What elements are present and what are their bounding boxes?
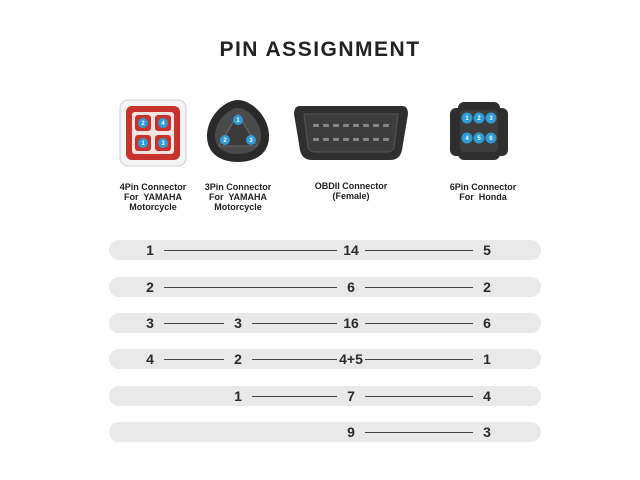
obd-pin-slot <box>373 138 379 141</box>
obd-pin-slot <box>343 138 349 141</box>
3pin-pin-label: 1 <box>236 118 240 124</box>
pin-connection-line <box>164 250 337 251</box>
pin-number-c6: 2 <box>483 279 491 295</box>
obd-pin-slot <box>343 124 349 127</box>
page-title: PIN ASSIGNMENT <box>219 38 421 61</box>
pin-row <box>109 240 541 260</box>
pin-connection-line <box>252 396 337 397</box>
6pin-pin-label: 3 <box>489 116 493 123</box>
pin-row <box>109 277 541 297</box>
pin-number-c3: 2 <box>234 351 242 367</box>
pin-number-obd: 9 <box>347 424 355 440</box>
pin-connection-line <box>365 287 473 288</box>
pin-number-c6: 5 <box>483 242 491 258</box>
4pin-pin-label: 4 <box>161 121 165 127</box>
pin-number-obd: 6 <box>347 279 355 295</box>
obd-pin-slot <box>383 138 389 141</box>
6pin-connector-label: 6Pin Connector For Honda <box>449 182 517 202</box>
3pin-connector-image <box>203 96 273 166</box>
pin-connection-line <box>164 287 337 288</box>
4pin-connector-image <box>118 98 188 168</box>
obd-pin-slot <box>363 138 369 141</box>
obd-pin-slot <box>353 138 359 141</box>
6pin-pin-label: 6 <box>489 136 493 143</box>
pin-number-c6: 3 <box>483 424 491 440</box>
obd-pin-slot <box>333 124 339 127</box>
obd-connector-label: OBDII Connector (Female) <box>314 181 388 201</box>
obd-pin-slot <box>373 124 379 127</box>
pin-connection-line <box>365 323 473 324</box>
4pin-pin-label: 3 <box>161 141 165 147</box>
pin-number-c4: 2 <box>146 279 154 295</box>
obd-pin-slot <box>323 138 329 141</box>
obd-pin-slot <box>363 124 369 127</box>
pin-connection-line <box>164 359 224 360</box>
pin-row <box>109 386 541 406</box>
obd-pin-slot <box>313 124 319 127</box>
pin-number-c6: 4 <box>483 388 491 404</box>
6pin-pin-label: 1 <box>465 116 469 123</box>
pin-connection-line <box>252 359 337 360</box>
3pin-pin-label: 2 <box>223 138 227 144</box>
pin-number-c3: 1 <box>234 388 242 404</box>
6pin-pin-label: 2 <box>477 116 481 123</box>
pin-number-obd: 4+5 <box>339 351 363 367</box>
pin-number-c3: 3 <box>234 315 242 331</box>
6pin-pin-label: 4 <box>465 136 469 143</box>
6pin-pin-label: 5 <box>477 136 481 143</box>
pin-number-obd: 16 <box>343 315 359 331</box>
3pin-connector-label: 3Pin Connector For YAMAHA Motorcycle <box>204 182 272 212</box>
pin-number-obd: 14 <box>343 242 359 258</box>
pin-connection-line <box>365 359 473 360</box>
pin-number-c4: 1 <box>146 242 154 258</box>
pin-row <box>109 349 541 369</box>
pin-connection-line <box>164 323 224 324</box>
pin-row <box>109 422 541 442</box>
pin-number-c6: 6 <box>483 315 491 331</box>
4pin-pin-label: 1 <box>141 141 145 147</box>
3pin-pin-label: 3 <box>249 138 253 144</box>
obd-pin-slot <box>313 138 319 141</box>
pin-number-c6: 1 <box>483 351 491 367</box>
obd-pin-slot <box>383 124 389 127</box>
obd-pin-slot <box>323 124 329 127</box>
obd-pin-slot <box>333 138 339 141</box>
pin-number-c4: 4 <box>146 351 154 367</box>
obd-connector-image <box>292 104 410 162</box>
pin-number-obd: 7 <box>347 388 355 404</box>
pin-connection-line <box>365 250 473 251</box>
pin-connection-line <box>365 396 473 397</box>
obd-pin-slot <box>353 124 359 127</box>
pin-row <box>109 313 541 333</box>
4pin-connector-label: 4Pin Connector For YAMAHA Motorcycle <box>119 182 187 212</box>
pin-connection-line <box>252 323 337 324</box>
pin-number-c4: 3 <box>146 315 154 331</box>
4pin-pin-label: 2 <box>141 121 145 127</box>
6pin-connector-image <box>448 100 510 162</box>
pin-connection-line <box>365 432 473 433</box>
